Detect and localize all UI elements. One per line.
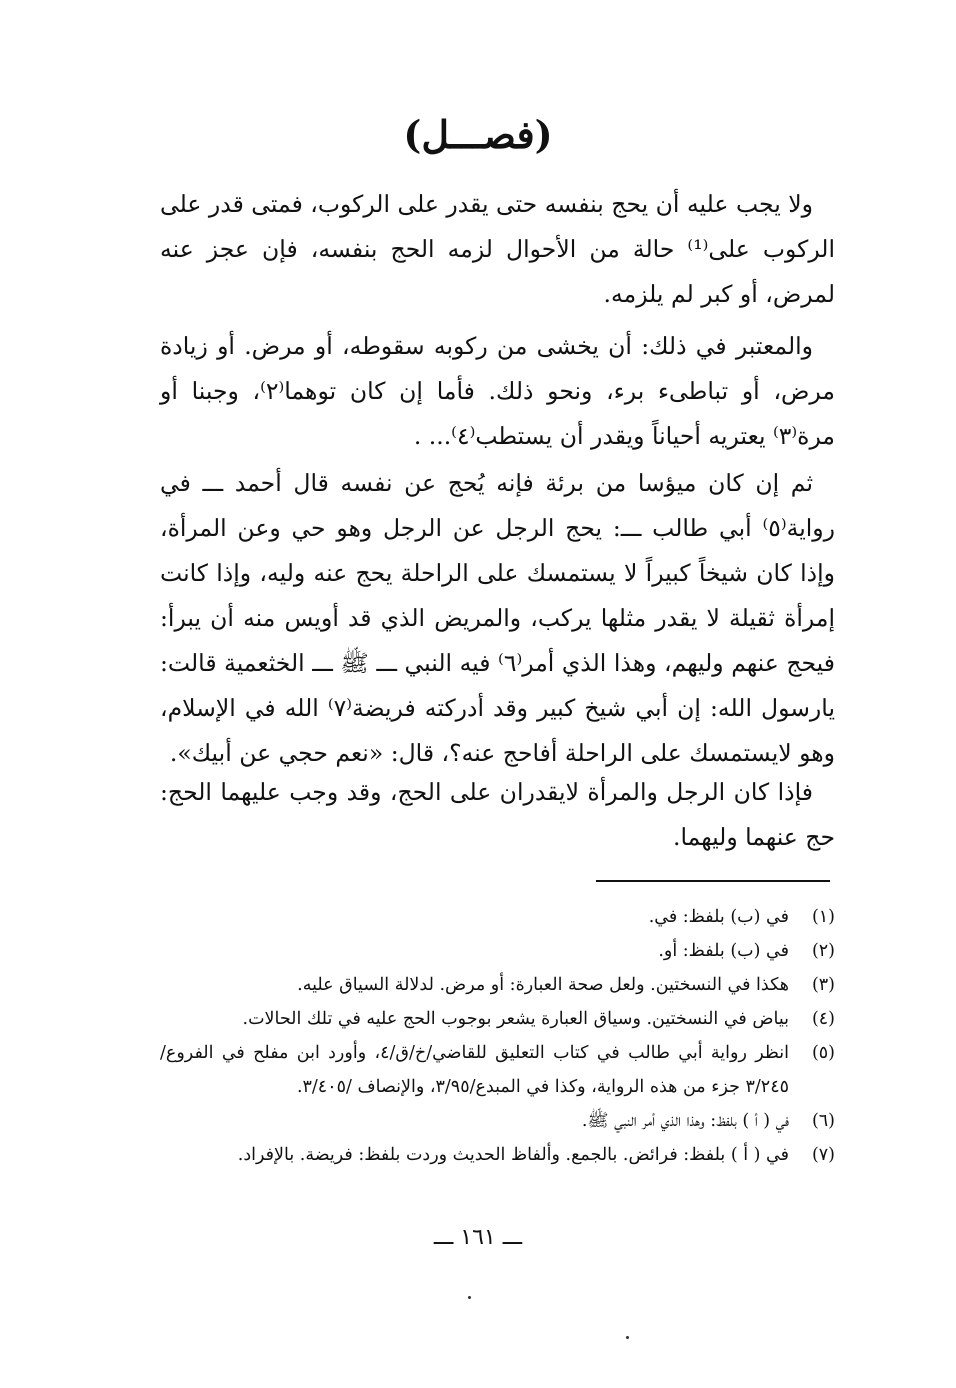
footnote-number: (٣): [811, 975, 835, 995]
body-paragraph: [160, 324, 835, 459]
footnote-item: [160, 1036, 835, 1104]
footnote-text: في ( أ ) بلفظ: فرائض. بالجمع. وألفاظ الحديث وردت بلفظ: فريضة. بالإفراد.: [237, 1145, 789, 1165]
footnote-item: [160, 1104, 835, 1138]
footnote-item: [160, 934, 835, 968]
footnote-number: (١): [811, 907, 835, 927]
footnote-text: في (ب) بلفظ: أو.: [658, 941, 789, 961]
footnote-text: بياض في النسختين. وسياق العبارة يشعر بوجوب الحج عليه في تلك الحالات.: [242, 1009, 789, 1029]
footnote-number: (٧): [811, 1145, 835, 1165]
footnotes: [160, 900, 835, 1172]
footnote-text: انظر رواية أبي طالب في كتاب التعليق للقاضي/خ/ق/٤، وأورد ابن مفلح في الفروع/٣/٢٤٥ جزء من هذه الرواية، وكذا في المبدع/٣/٩٥، والإنصاف /٣/٤٠٥.: [160, 1043, 789, 1097]
footnote-item: [160, 1138, 835, 1172]
footnote-text: في ( أ ) بلفظ: وهذا الذي أمر النبي ﷺ.: [581, 1111, 789, 1131]
section-heading: (فصـــل): [403, 112, 553, 157]
body-paragraph: [160, 770, 835, 860]
footnote-item: [160, 968, 835, 1002]
paragraph-text: والمعتبر في ذلك: أن يخشى من ركوبه سقوطه، أو مرض. أو زيادة مرض، أو تباطىء برء، ونحو ذلك. فأما إن كان توهما⁽٢⁾، وجبنا أو مرة⁽٣⁾ يعتريه أحياناً ويقدر أن يستطب⁽٤⁾... .: [160, 332, 835, 450]
scan-speck: [468, 1296, 471, 1299]
footnote-text: هكذا في النسختين. ولعل صحة العبارة: أو مرض. لدلالة السياق عليه.: [297, 975, 789, 995]
body-paragraph: [160, 461, 835, 776]
scan-speck: [626, 1336, 629, 1339]
footnote-number: (٦): [811, 1111, 835, 1131]
footnote-text: في (ب) بلفظ: في.: [648, 907, 789, 927]
footnote-item: [160, 900, 835, 934]
footnote-separator: [596, 880, 830, 882]
footnote-number: (٤): [811, 1009, 835, 1029]
footnote-item: [160, 1002, 835, 1036]
paragraph-text: ثم إن كان ميؤسا من برئة فإنه يُحج عن نفسه قال أحمد ـــ في رواية⁽٥⁾ أبي طالب ـــ: يحج الرجل عن الرجل وهو حي وعن المرأة، وإذا كان شيخاً كبيراً لا يستمسك على الراحلة يحج عنه وليه، وإذا كانت إمرأة ثقيلة لا يقدر مثلها يركب، والمريض الذي قد أويس منه أن يبرأ: فيحج عنهم وليهم، وهذا الذي أمر⁽٦⁾ فيه النبي ـــ ﷺ ـــ الخثعمية قالت: يارسول الله: إن أبي شيخ كبير وقد أدركته فريضة⁽٧⁾ الله في الإسلام، وهو لايستمسك على الراحلة أفاحج عنه؟، قال: «نعم حجي عن أبيك».: [160, 469, 835, 767]
footnote-number: (٥): [811, 1043, 835, 1063]
body-paragraph: [160, 182, 835, 317]
paragraph-text: ولا يجب عليه أن يحج بنفسه حتى يقدر على الركوب، فمتى قدر على الركوب على⁽¹⁾ حالة من الأحوال لزمه الحج بنفسه، فإن عجز عنه لمرض، أو كبر لم يلزمه.: [160, 190, 835, 308]
paragraph-text: فإذا كان الرجل والمرأة لايقدران على الحج، وقد وجب عليهما الحج: حج عنهما وليهما.: [160, 778, 835, 851]
footnote-number: (٢): [811, 941, 835, 961]
page-number: ـــ ١٦١ ـــ: [433, 1225, 523, 1250]
